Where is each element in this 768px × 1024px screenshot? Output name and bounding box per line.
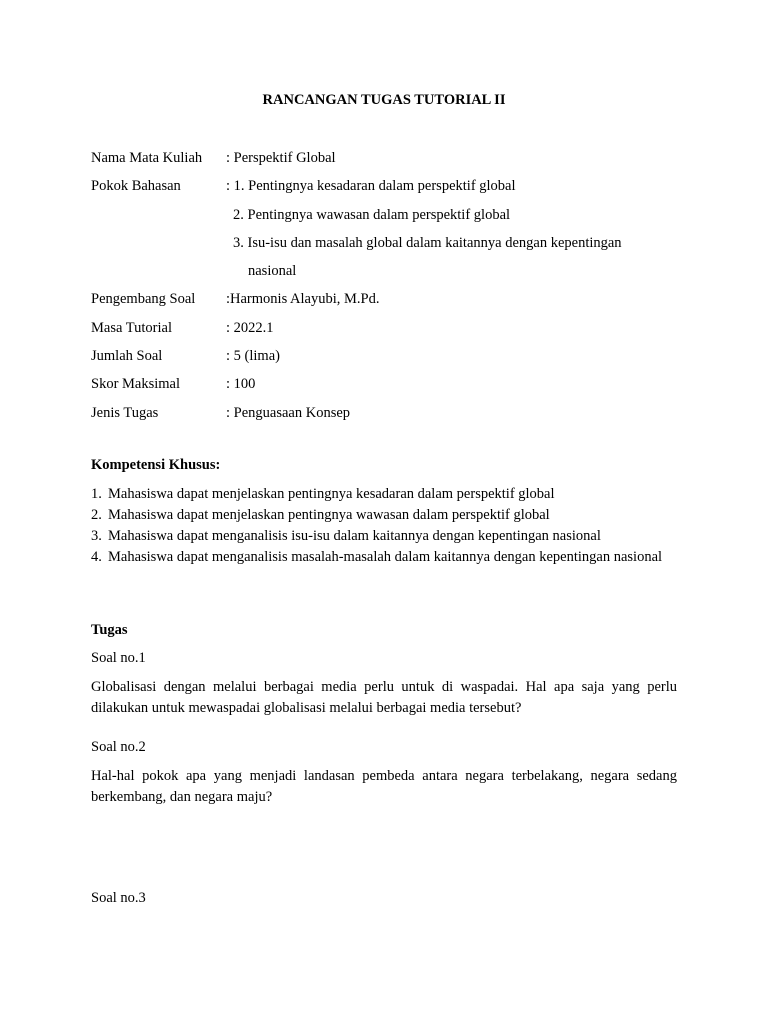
- list-number: 3.: [91, 528, 102, 544]
- info-row-pengembang-soal: [91, 289, 681, 317]
- info-value: : 100: [226, 376, 256, 393]
- info-row-nama-mata-kuliah: [91, 148, 681, 176]
- info-row-masa-tutorial: [91, 318, 681, 346]
- info-label: Pokok Bahasan: [91, 178, 181, 195]
- info-value: 3. Isu-isu dan masalah global dalam kaitannya dengan kepentingan: [233, 234, 622, 251]
- info-row-skor-maksimal: [91, 374, 681, 402]
- info-row-pokok-bahasan-2: [91, 205, 681, 233]
- info-label: Jenis Tugas: [91, 404, 159, 421]
- tugas-heading: Tugas: [91, 622, 128, 638]
- info-value: :Harmonis Alayubi, M.Pd.: [226, 291, 380, 308]
- soal-2-label: Soal no.2: [91, 739, 146, 755]
- list-number: 2.: [91, 507, 102, 523]
- list-text: Mahasiswa dapat menjelaskan pentingnya wawasan dalam perspektif global: [108, 507, 550, 523]
- list-item: [91, 547, 677, 568]
- info-label: Jumlah Soal: [91, 348, 163, 365]
- info-row-jenis-tugas: [91, 403, 681, 431]
- kompetensi-heading: Kompetensi Khusus:: [91, 457, 221, 473]
- page-title: RANCANGAN TUGAS TUTORIAL II: [262, 92, 506, 108]
- list-number: 4.: [91, 549, 102, 565]
- info-value: 2. Pentingnya wawasan dalam perspektif global: [233, 206, 511, 223]
- soal-2-text: Hal-hal pokok apa yang menjadi landasan pembeda antara negara terbelakang, negara sedang berkembang, dan negara maju?: [91, 768, 677, 805]
- info-value: : 2022.1: [226, 319, 274, 336]
- info-value: : Penguasaan Konsep: [226, 404, 351, 421]
- info-row-pokok-bahasan-3: [91, 233, 681, 261]
- info-row-jumlah-soal: [91, 346, 681, 374]
- info-row-pokok-bahasan-3-cont: [91, 261, 681, 289]
- info-value: : Perspektif Global: [226, 150, 336, 166]
- info-value: : 5 (lima): [226, 348, 280, 365]
- info-value: nasional: [248, 263, 297, 280]
- list-text: Mahasiswa dapat menganalisis isu-isu dalam kaitannya dengan kepentingan nasional: [108, 528, 601, 544]
- kompetensi-list: [91, 484, 677, 568]
- list-text: Mahasiswa dapat menjelaskan pentingnya kesadaran dalam perspektif global: [108, 486, 555, 502]
- info-label: Nama Mata Kuliah: [91, 150, 203, 166]
- list-number: 1.: [91, 486, 102, 502]
- info-label: Skor Maksimal: [91, 376, 181, 393]
- list-item: [91, 484, 677, 505]
- list-item: [91, 526, 677, 547]
- info-value: : 1. Pentingnya kesadaran dalam perspektif global: [226, 178, 516, 195]
- info-row-pokok-bahasan: [91, 176, 681, 204]
- soal-1-label: Soal no.1: [91, 650, 146, 666]
- soal-3-label: Soal no.3: [91, 890, 146, 906]
- list-text: Mahasiswa dapat menganalisis masalah-masalah dalam kaitannya dengan kepentingan nasional: [108, 549, 663, 565]
- course-info-block: [91, 148, 681, 431]
- info-label: Masa Tutorial: [91, 319, 172, 336]
- list-item: [91, 505, 677, 526]
- info-label: Pengembang Soal: [91, 291, 196, 308]
- soal-1-text: Globalisasi dengan melalui berbagai media perlu untuk di waspadai. Hal apa saja yang perlu dilakukan untuk mewaspadai globalisasi melalui berbagai media tersebut?: [91, 679, 677, 716]
